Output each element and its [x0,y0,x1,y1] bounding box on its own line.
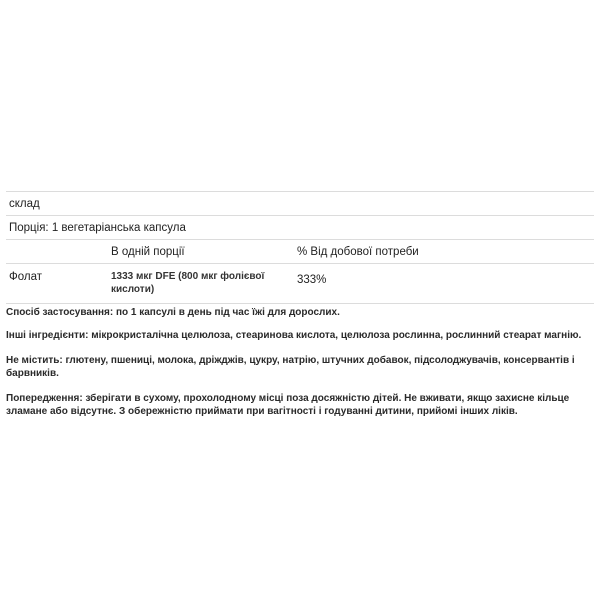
table-row [6,264,594,303]
directions-text: Спосіб застосування: по 1 капсулі в день під час їжі для дорослих. [6,307,340,318]
serving-size: Порція: 1 вегетаріанська капсула [9,222,186,234]
supplement-facts-table [6,191,594,304]
serving-size-row [6,216,594,239]
other-ingredients-text: Інші інгредієнти: мікрокристалічна целюлоза, стеаринова кислота, целюлоза рослинна, рослинний стеарат магнію. [6,330,582,341]
header-amount-per-serving: В одній порції [111,246,185,258]
warnings-text: Попередження: зберігати в сухому, прохолодному місці поза досяжністю дітей. Не вживати, якщо захисне кільце зламане або відсутнє. З обережністю приймати при вагітності і годуванні дитини, прийомі інших ліків. [6,393,570,417]
table-divider [6,303,594,304]
header-daily-value: % Від добової потреби [297,246,419,258]
table-header-row [6,240,594,263]
nutrient-amount: 1333 мкг DFE (800 мкг фолієвої кислоти) [111,271,265,295]
product-notes [6,306,594,430]
nutrient-daily-value: 333% [297,274,327,286]
free-of-text: Не містить: глютену, пшениці, молока, дріжджів, цукру, натрію, штучних добавок, підсолоджувачів, консервантів і барвників. [6,355,575,379]
nutrient-name: Фолат [9,271,43,283]
table-title-row [6,192,594,215]
table-title: склад [9,198,40,210]
